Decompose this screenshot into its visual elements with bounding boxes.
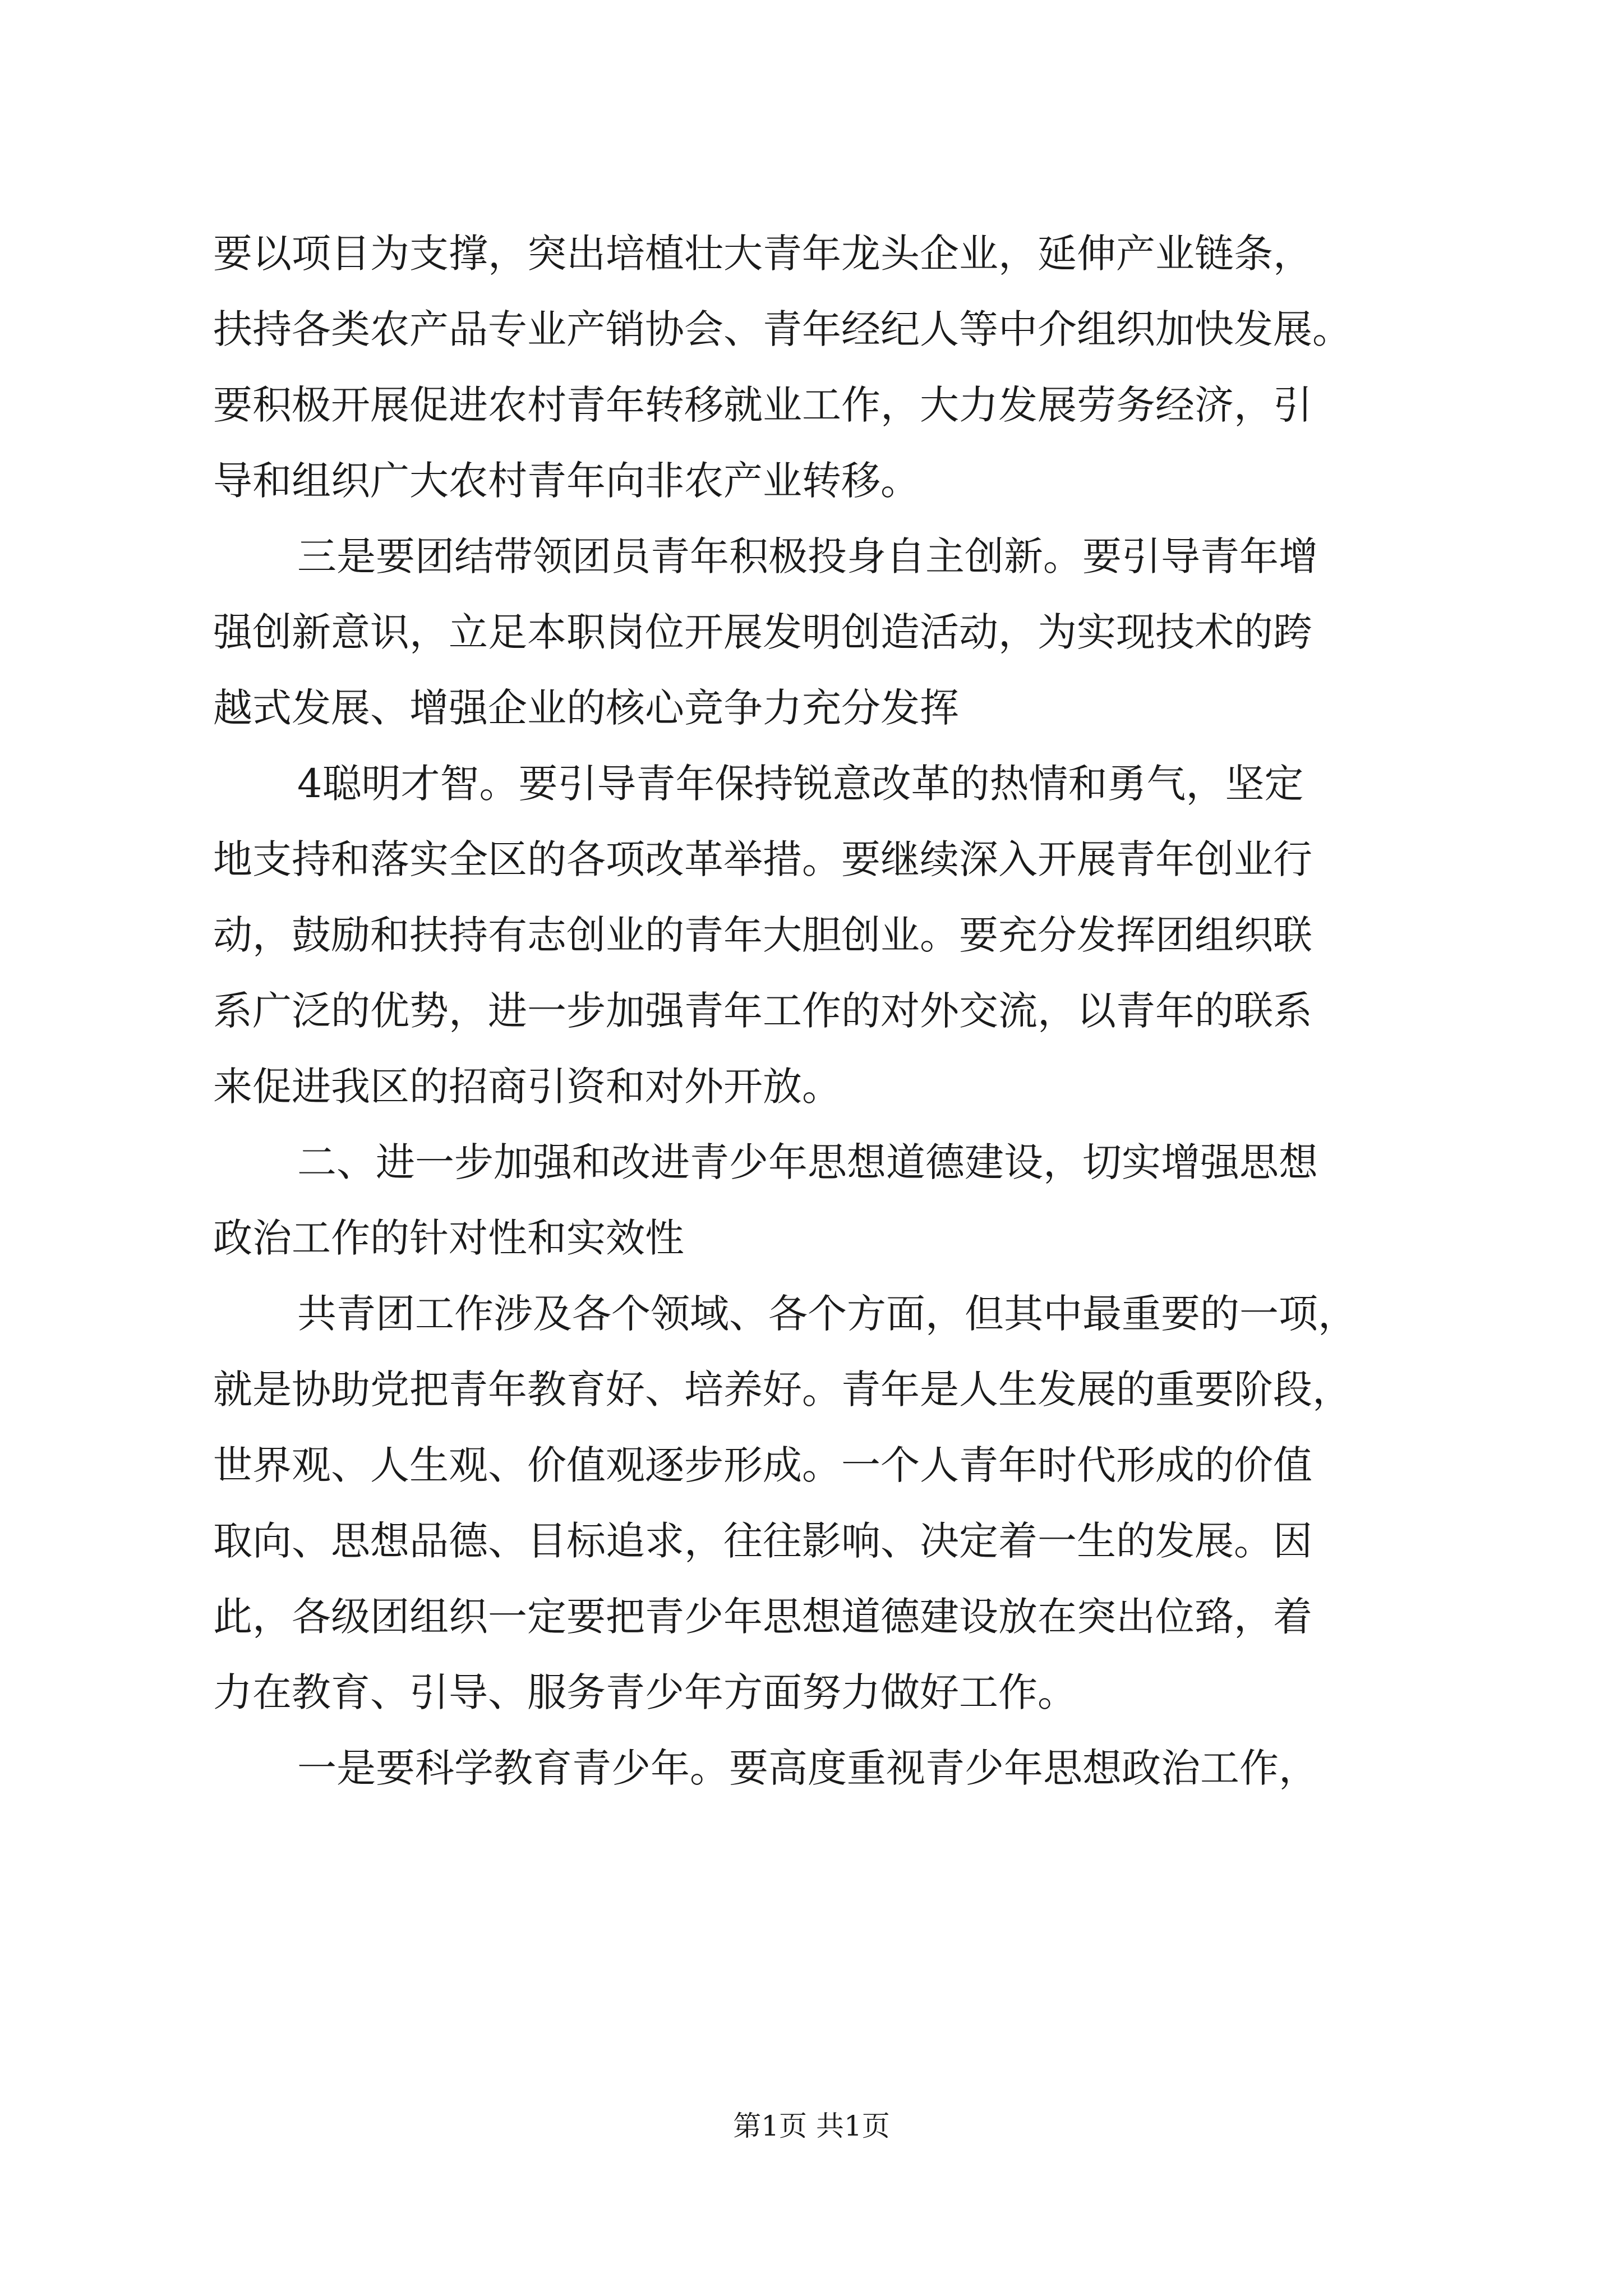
text-line: 系广泛的优势，进一步加强青年工作的对外交流，以青年的联系	[213, 988, 1312, 1034]
text-line: 要积极开展促进农村青年转移就业工作，大力发展劳务经济，引	[213, 382, 1312, 428]
text-line: 导和组织广大农村青年向非农产业转移。	[213, 458, 920, 504]
text-line: 越式发展、增强企业的核心竞争力充分发挥	[213, 685, 959, 731]
text-line: 地支持和落实全区的各项改革举措。要继续深入开展青年创业行	[213, 836, 1312, 882]
text-line: 扶持各类农产品专业产销协会、青年经纪人等中介组织加快发展。	[213, 306, 1352, 352]
text-line: 就是协助党把青年教育好、培养好。青年是人生发展的重要阶段，	[213, 1366, 1352, 1412]
body-text	[213, 216, 1481, 1806]
text-line: 取向、思想品德、目标追求，往往影响、决定着一生的发展。因	[213, 1518, 1312, 1564]
text-line: 三是要团结带领团员青年积极投身自主创新。要引导青年增	[297, 533, 1318, 579]
text-line: 政治工作的针对性和实效性	[213, 1215, 684, 1261]
text-line: 二、进一步加强和改进青少年思想道德建设，切实增强思想	[297, 1139, 1318, 1185]
text-line: 共青团工作涉及各个领域、各个方面，但其中最重要的一项，	[297, 1291, 1357, 1337]
text-line: 动，鼓励和扶持有志创业的青年大胆创业。要充分发挥团组织联	[213, 912, 1312, 958]
text-line: 此，各级团组织一定要把青少年思想道德建设放在突出位臵，着	[213, 1594, 1312, 1640]
page-footer: 第1页 共1页	[733, 2110, 890, 2142]
text-line: 一是要科学教育青少年。要高度重视青少年思想政治工作，	[297, 1745, 1318, 1791]
text-line: 世界观、人生观、价值观逐步形成。一个人青年时代形成的价值	[213, 1442, 1312, 1488]
text-line: 4聪明才智。要引导青年保持锐意改革的热情和勇气，坚定	[297, 761, 1304, 807]
text-line: 强创新意识，立足本职岗位开展发明创造活动，为实现技术的跨	[213, 609, 1312, 655]
text-line: 力在教育、引导、服务青少年方面努力做好工作。	[213, 1669, 1077, 1715]
text-line: 要以项目为支撑，突出培植壮大青年龙头企业，延伸产业链条，	[213, 231, 1312, 277]
text-line: 来促进我区的招商引资和对外开放。	[213, 1064, 841, 1110]
